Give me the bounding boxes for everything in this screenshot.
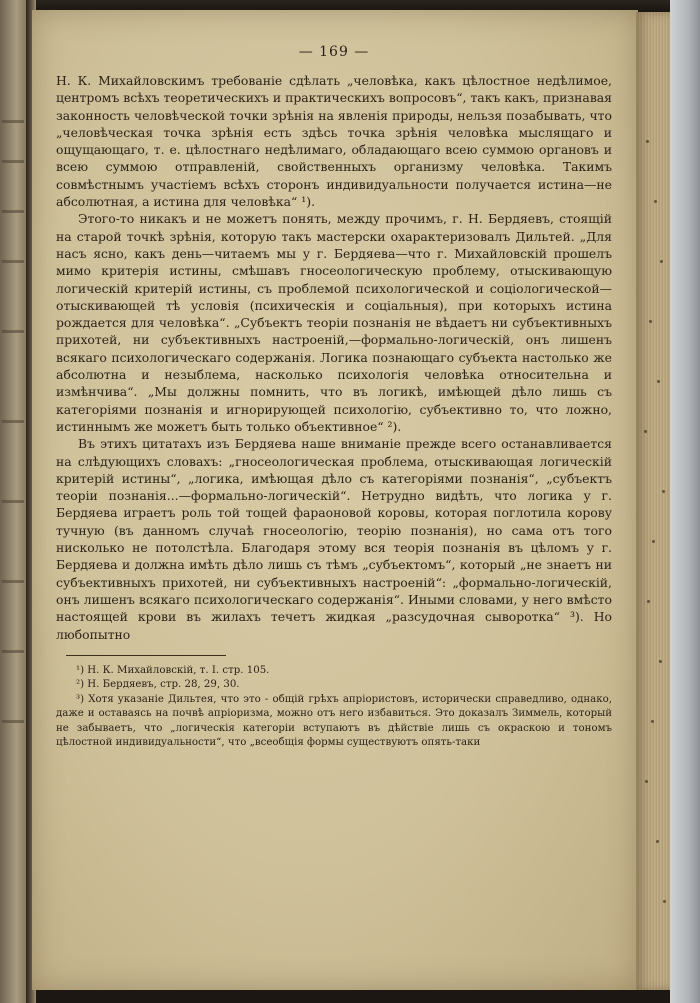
footnote: ³) Хотя указаніе Дильтея, что это - общій грѣхъ апріористовъ, исторически справедливо, однако, даже и оставаясь на почвѣ апріоризма, можно отъ него избавиться. Это доказалъ Зиммель, который не забываетъ, что „логическія категоріи вступаютъ въ дѣйствіе лишь съ окраскою и тономъ цѣлостной индивидуальности“, что „всеобщія формы существуютъ опять-таки [56, 693, 612, 749]
footnote: ²) Н. Бердяевъ, стр. 28, 29, 30. [76, 679, 240, 691]
paragraph: Этого-то никакъ и не можетъ понять, между прочимъ, г. Н. Бердяевъ, стоящій на старой точкѣ зрѣнія, которую такъ мастерски охарактеризовалъ Дильтей. „Для насъ ясно, какъ день—читаемъ мы у г. Бердяева—что г. Михайловскій прошелъ мимо критерія истины, смѣшавъ гносеологическую проблему, отыскивающую логическій критерій истины, съ проблемой психологической и соціологической—отыскивающей тѣ условія (психическія и соціальныя), при которыхъ истина рождается для человѣка“. „Субъектъ теоріи познанія не вѣдаетъ ни субъективныхъ прихотей, ни субъективныхъ настроеній,—формально-логическій, онъ лишенъ всякаго психологическаго содержанія. Логика познающаго субъекта настолько же абсолютна и незыблема, насколько психологія человѣка относительна и измѣнчива“. „Мы должны помнить, что въ логикѣ, имѣющей дѣло лишь съ категоріями познанія и игнорирующей психологію, субъективно то, что ложно, истиннымъ же можетъ быть только объективное“ ²). [56, 211, 612, 434]
book-cover-edge [670, 0, 700, 1003]
scan-background-top [0, 0, 700, 10]
footnotes [56, 664, 612, 751]
paragraph: Н. К. Михайловскимъ требованіе сдѣлать „человѣка, какъ цѣлостное недѣлимое, центромъ всѣхъ теоретическихъ и практическихъ вопросовъ“, такъ какъ, признавая законность человѣческой точки зрѣнія на явленія природы, нельзя позабывать, что „человѣческая точка зрѣнія есть здѣсь точка зрѣнія человѣка мыслящаго и ощущающаго, т. е. цѣлостнаго недѣлимаго, обладающаго всею суммою органовъ и всею суммою отправленій, свойственныхъ организму человѣка. Такимъ совмѣстнымъ участіемъ всѣхъ сторонъ индивидуальности получается истина—не абсолютная, а истина для человѣка“ ¹). [56, 73, 612, 210]
page-content [56, 44, 612, 751]
body-text [56, 72, 612, 643]
page-number: — 169 — [298, 44, 370, 60]
footnote-divider [66, 655, 226, 656]
paragraph: Въ этихъ цитатахъ изъ Бердяева наше вниманіе прежде всего останавливается на слѣдующихъ словахъ: „гносеологическая проблема, отыскивающая логическій критерій истины“, „логика, имѣющая дѣло съ категоріями познанія“, „субъектъ теоріи познанія...—формально-логическій“. Нетрудно видѣть, что логика у г. Бердяева играетъ роль той тощей фараоновой коровы, которая поглотила корову тучную (въ данномъ случаѣ гносеологію, теорію познанія), но сама отъ того нисколько не потолстѣла. Благодаря этому вся теорія познанія въ цѣломъ у г. Бердяева и должна имѣть дѣло лишь съ тѣмъ „субъектомъ“, который „не знаетъ ни субъективныхъ прихотей, ни субъективныхъ настроеній“: „формально-логическій, онъ лишенъ всякаго психологическаго содержанія“. Иными словами, у него вмѣсто настоящей крови въ жилахъ течетъ жидкая „разсудочная сыворотка“ ³). Но любопытно [56, 436, 612, 642]
foxing-spots [640, 20, 668, 980]
footnote: ¹) Н. К. Михайловскій, т. I. стр. 105. [76, 664, 270, 676]
